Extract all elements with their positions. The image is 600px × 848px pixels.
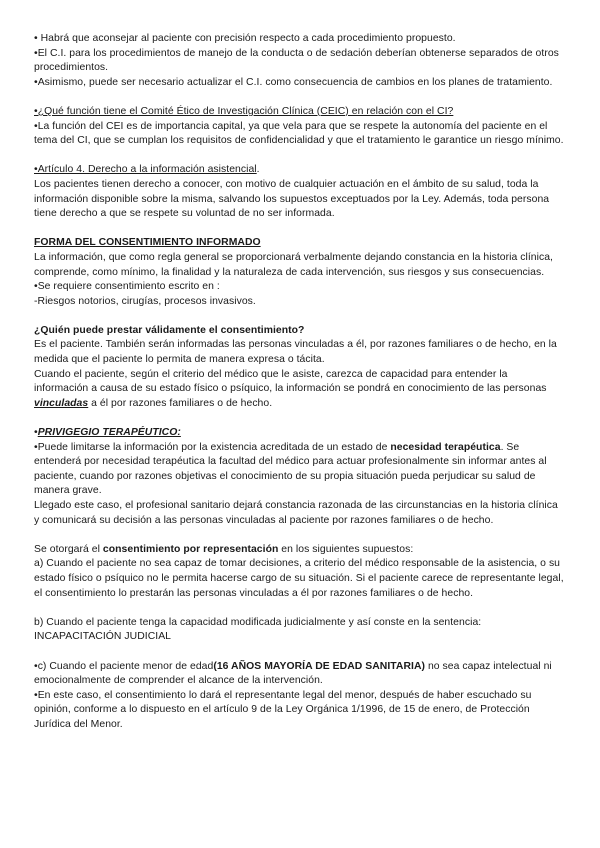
article4-title-end: . [256, 164, 260, 176]
representacion-c [34, 660, 564, 689]
spacer [34, 528, 564, 543]
privilegio-p2: Llegado este caso, el profesional sanitario dejará constancia razonada de las circunstancias en la historia clínica y comunicará su decisión a las personas vinculadas al paciente por razones familiares o de hecho. [34, 500, 558, 526]
representacion-intro [34, 543, 564, 558]
privilegio-p1-end: . Se entenderá por necesidad terapéutica la facultad del médico para actuar profesionalmente sin informar antes al paciente, cuando por razones objetivas el conocimiento de su propia situación pueda perjudicar su salud de manera grave. [34, 441, 547, 497]
representacion-intro-bold: consentimiento por representación [102, 543, 279, 555]
forma-heading: FORMA DEL CONSENTIMIENTO INFORMADO [34, 237, 261, 249]
spacer [34, 645, 564, 660]
article4-title [34, 163, 564, 178]
document-page [34, 32, 564, 733]
quien-p2-end: a él por razones familiares o de hecho. [88, 397, 273, 409]
spacer [34, 601, 564, 616]
representacion-intro-end: en los siguientes supuestos: [278, 543, 414, 555]
quien-p2-start: Cuando el paciente, según el criterio del médico que le asiste, carezca de capacidad para entender la información a causa de su estado físico o psíquico, la información se pondrá en conocimiento de las personas [34, 368, 547, 395]
spacer [34, 411, 564, 426]
privilegio-p1 [34, 441, 564, 499]
representacion-c-bold: (16 AÑOS MAYORÍA DE EDAD SANITARIA) [213, 660, 426, 672]
paragraph-ci-update: •Asimismo, puede ser necesario actualizar el C.I. como consecuencia de cambios en los planes de tratamiento. [34, 76, 553, 88]
quien-p2 [34, 368, 564, 412]
spacer [34, 90, 564, 105]
representacion-a: a) Cuando el paciente no sea capaz de tomar decisiones, a criterio del médico responsable de la asistencia, o su estado físico o psíquico no le permita hacerse cargo de su situación. Si el paciente carece de representante legal, el consentimiento lo prestarán las personas vinculadas a él por razones familiares o de hecho. [34, 558, 564, 599]
article4-body: Los pacientes tienen derecho a conocer, con motivo de cualquier actuación en el ámbito de su salud, toda la información disponible sobre la misma, salvando los supuestos exceptuados por la Ley. Además, toda persona tiene derecho a que se respete su voluntad de no ser informada. [34, 178, 550, 220]
ceic-question: •¿Qué función tiene el Comité Ético de Investigación Clínica (CEIC) en relación con el CI? [34, 105, 454, 117]
paragraph-advise-patient: • Habrá que aconsejar al paciente con precisión respecto a cada procedimiento propuesto. [34, 33, 456, 44]
paragraph-ci-sedation: •El C.I. para los procedimientos de manejo de la conducta o de sedación deberían obtenerse separados de otros procedimientos. [34, 47, 559, 74]
representacion-intro-start: Se otorgará el [34, 543, 103, 555]
representacion-c-start: •c) Cuando el paciente menor de edad [34, 660, 214, 672]
quien-p1: Es el paciente. También serán informadas las personas vinculadas a él, por razones familiares o de hecho, en la medida que el paciente lo permita de manera expresa o tácita. [34, 339, 557, 366]
spacer [34, 309, 564, 324]
privilegio-bullet: • [34, 427, 38, 439]
forma-body: La información, que como regla general se proporcionará verbalmente dejando constancia en la historia clínica, comprende, como mínimo, la finalidad y la naturaleza de cada intervención, sus riesgos y sus consecuencias. [34, 251, 553, 278]
privilegio-p1-start: •Puede limitarse la información por la existencia acreditada de un estado de [34, 441, 391, 453]
representacion-c2: •En este caso, el consentimiento lo dará el representante legal del menor, después de haber escuchado su opinión, conforme a lo dispuesto en el artículo 9 de la Ley Orgánica 1/1996, de 15 de enero, de Protección Jurídica del Menor. [34, 689, 532, 730]
privilegio-heading [34, 426, 564, 441]
quien-p2-emphasis: vinculadas [34, 397, 89, 409]
article4-title-text: •Artículo 4. Derecho a la información asistencial [34, 164, 257, 176]
representacion-b1: b) Cuando el paciente tenga la capacidad modificada judicialmente y así conste en la sentencia: [34, 616, 482, 628]
representacion-b2: INCAPACITACIÓN JUDICIAL [34, 631, 172, 643]
ceic-answer: •La función del CEI es de importancia capital, ya que vela para que se respete la autonomía del paciente en el tema del CI, que se cumplan los requisitos de confidencialidad y que el tratamiento le garantice un riesgo mínimo. [34, 120, 564, 147]
spacer [34, 222, 564, 237]
spacer [34, 149, 564, 164]
quien-heading: ¿Quién puede prestar válidamente el consentimiento? [34, 324, 305, 336]
forma-risks: -Riesgos notorios, cirugías, procesos invasivos. [34, 295, 256, 307]
representacion-c-end: no sea capaz intelectual ni emocionalmente de comprender el alcance de la intervención. [34, 660, 552, 687]
forma-written: •Se requiere consentimiento escrito en : [34, 281, 220, 293]
privilegio-heading-text: PRIVIGEGIO TERAPÉUTICO: [37, 427, 181, 439]
privilegio-p1-bold: necesidad terapéutica [390, 441, 501, 453]
